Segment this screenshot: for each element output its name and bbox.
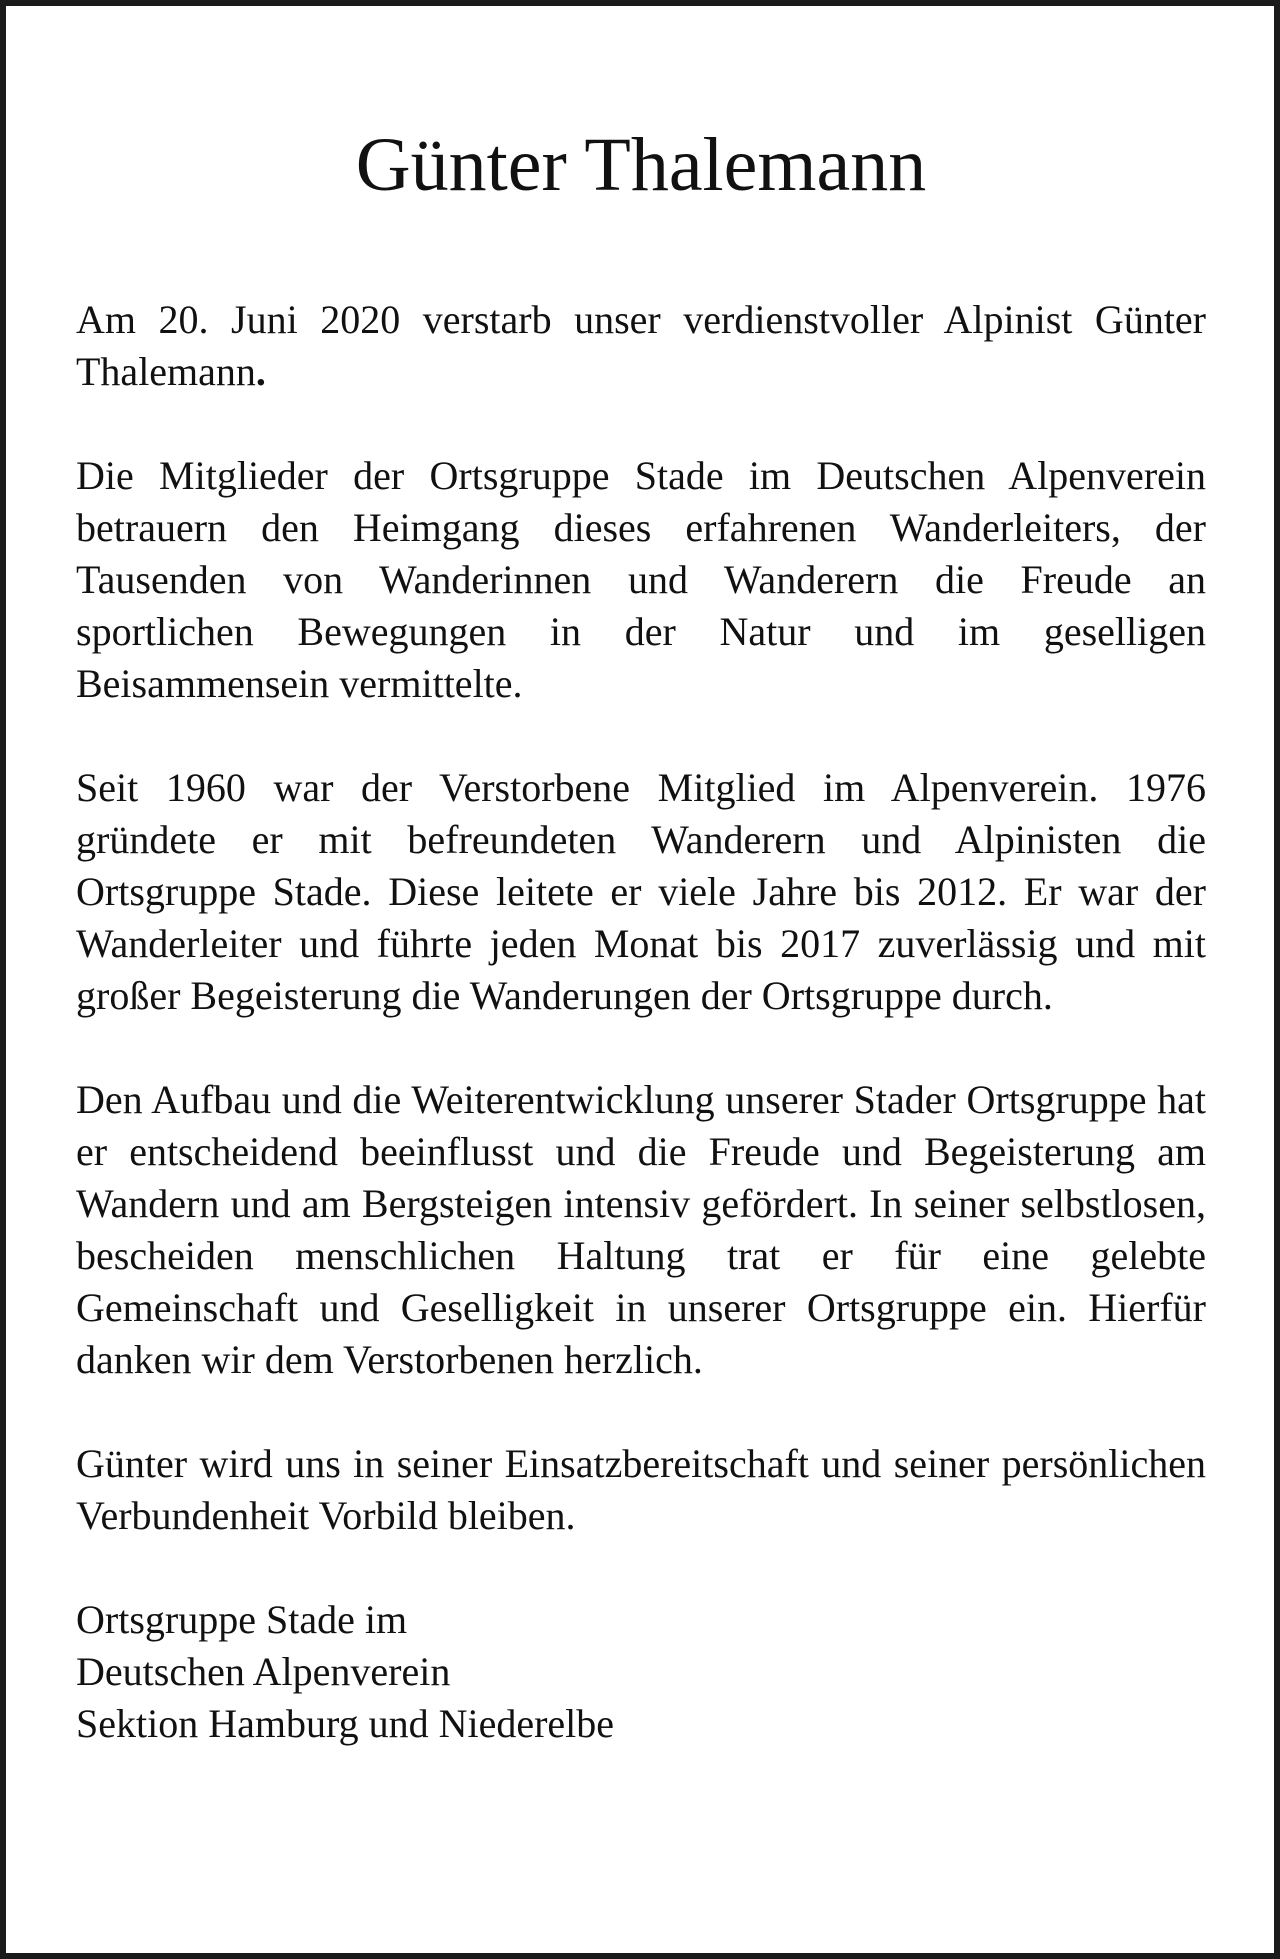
paragraph-history: Seit 1960 war der Verstorbene Mitglied im Alpenverein. 1976 gründete er mit befreundeten Wanderern und Alpinisten die Ortsgruppe Stade. Diese leitete er viele Jahre bis 2012. Er war der Wanderleiter und führte jeden Monat bis 2017 zuverlässig und mit großer Begeisterung die Wanderungen der Ortsgruppe durch. <box>76 764 1206 1018</box>
paragraph-text: Am 20. Juni 2020 verstarb unser verdienstvoller Alpinist Günter Thalemann <box>76 296 1206 394</box>
signature-line: Deutschen Alpenverein <box>76 1648 451 1694</box>
paragraph-announcement <box>76 294 1206 398</box>
signature-line: Ortsgruppe Stade im <box>76 1596 408 1642</box>
period-mark: . <box>255 348 266 394</box>
paragraph-contribution: Den Aufbau und die Weiterentwicklung unserer Stader Ortsgruppe hat er entscheidend beeinflusst und die Freude und Begeisterung am Wandern und am Bergsteigen intensiv gefördert. In seiner selbstlosen, bescheiden menschlichen Haltung trat er für eine gelebte Gemeinschaft und Geselligkeit in unserer Ortsgruppe ein. Hierfür danken wir dem Verstorbenen herzlich. <box>76 1076 1206 1382</box>
paragraph-mourning: Die Mitglieder der Ortsgruppe Stade im Deutschen Alpenverein betrauern den Heimgang dieses erfahrenen Wanderleiters, der Tausenden von Wanderinnen und Wanderern die Freude an sportlichen Bewegungen in der Natur und im geselligen Beisammensein vermittelte. <box>76 452 1206 706</box>
signature-block <box>76 1594 1206 1750</box>
notice-title: Günter Thalemann <box>355 123 927 207</box>
paragraph-remembrance: Günter wird uns in seiner Einsatzbereitschaft und seiner persönlichen Verbundenheit Vorbild bleiben. <box>76 1440 1206 1538</box>
signature-line: Sektion Hamburg und Niederelbe <box>76 1700 615 1746</box>
